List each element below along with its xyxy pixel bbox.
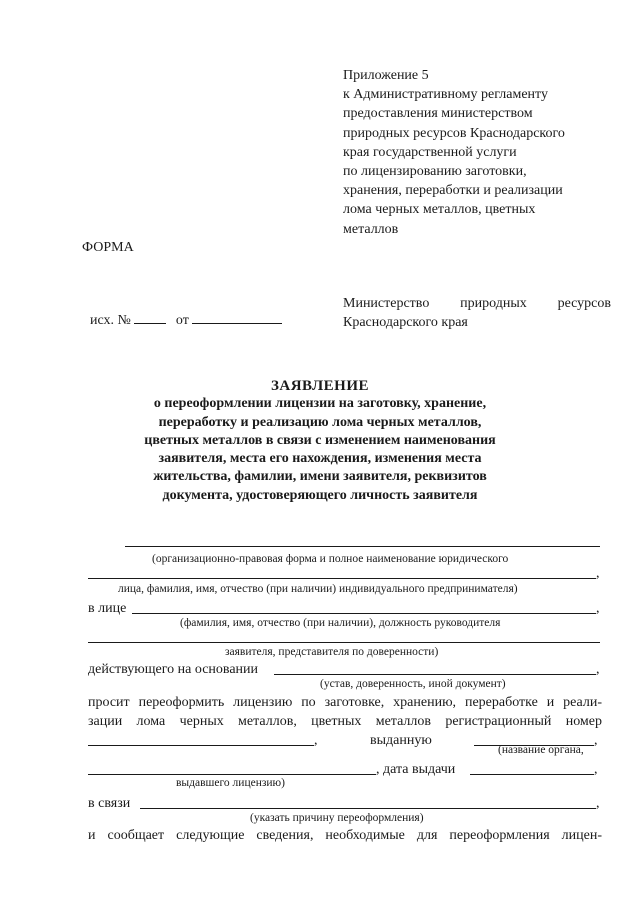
head-caption: (фамилия, имя, отчество (при наличии), должность руководителя [180, 617, 501, 629]
representative-field[interactable] [132, 613, 596, 614]
comma: , [594, 762, 598, 777]
title-line: переработку и реализацию лома черных металлов, [158, 414, 482, 430]
appendix-line: по лицензированию заготовки, [343, 164, 527, 180]
issued-caption: выдавшего лицензию) [176, 777, 285, 789]
registration-number-field[interactable] [88, 745, 314, 746]
outgoing-number-label: исх. № [90, 313, 131, 328]
representative-field-continued[interactable] [88, 642, 600, 643]
appendix-line: хранения, переработки и реализации [343, 183, 563, 199]
basis-field[interactable] [274, 674, 596, 675]
title-line: жительства, фамилии, имени заявителя, реквизитов [153, 469, 487, 485]
org-name-field[interactable] [125, 546, 600, 547]
person-caption: лица, фамилия, имя, отчество (при наличии) индивидуального предпринимателя) [118, 583, 518, 595]
request-line: просит переоформить лицензию по заготовке, хранению, переработке и реали- [88, 695, 602, 710]
title-heading: ЗАЯВЛЕНИЕ [270, 378, 370, 394]
appendix-line: металлов [343, 221, 399, 237]
appendix-line: природных ресурсов Краснодарского [343, 125, 565, 141]
basis-label: действующего на основании [88, 662, 259, 677]
outgoing-number-field[interactable] [134, 312, 166, 324]
reason-label: в связи [88, 796, 131, 811]
comma: , [596, 796, 600, 811]
outgoing-date-label: от [175, 313, 189, 328]
authority-caption: (название органа, [498, 744, 584, 756]
outgoing-date-field[interactable] [192, 312, 282, 324]
comma: , [596, 601, 600, 616]
appendix-line: к Административному регламенту [343, 87, 548, 103]
appendix-line: Приложение 5 [343, 68, 429, 83]
org-name-field-continued[interactable] [88, 578, 596, 579]
basis-caption: (устав, доверенность, иной документ) [320, 678, 506, 690]
request-line: зации лома черных металлов, цветных металлов регистрационный номер [88, 714, 602, 729]
comma: , [594, 733, 598, 748]
in-person-label: в лице [88, 601, 127, 616]
issued-label: выданную [370, 733, 432, 748]
appendix-line: лома черных металлов, цветных [343, 202, 536, 218]
comma: , [596, 566, 600, 581]
issue-date-label: , дата выдачи [376, 762, 456, 777]
form-label: ФОРМА [82, 240, 134, 255]
addressee-line: Министерство природных ресурсов [343, 296, 611, 311]
addressee [343, 294, 611, 332]
org-name-caption: (организационно-правовая форма и полное наименование юридического [152, 553, 509, 565]
outgoing-reference [90, 312, 282, 329]
addressee-line: Краснодарского края [343, 315, 468, 330]
title-line: документа, удостоверяющего личность заявителя [162, 487, 478, 503]
comma: , [596, 662, 600, 677]
appendix-line: предоставления министерством [343, 106, 533, 122]
appendix-line: края государственной услуги [343, 144, 517, 160]
title-line: цветных металлов в связи с изменением наименования [144, 432, 496, 448]
reason-field[interactable] [140, 808, 596, 809]
issue-date-field[interactable] [470, 774, 594, 775]
comma: , [314, 733, 318, 748]
title-line: о переоформлении лицензии на заготовку, хранение, [153, 396, 487, 412]
reason-caption: (указать причину переоформления) [250, 812, 424, 824]
document-title [60, 377, 580, 505]
appendix-header [343, 66, 623, 239]
issuing-authority-field-continued[interactable] [88, 774, 376, 775]
applicant-caption: заявителя, представителя по доверенности) [225, 646, 439, 658]
final-line: и сообщает следующие сведения, необходимые для переоформления лицен- [88, 828, 602, 843]
title-line: заявителя, места его нахождения, изменения места [158, 451, 482, 467]
